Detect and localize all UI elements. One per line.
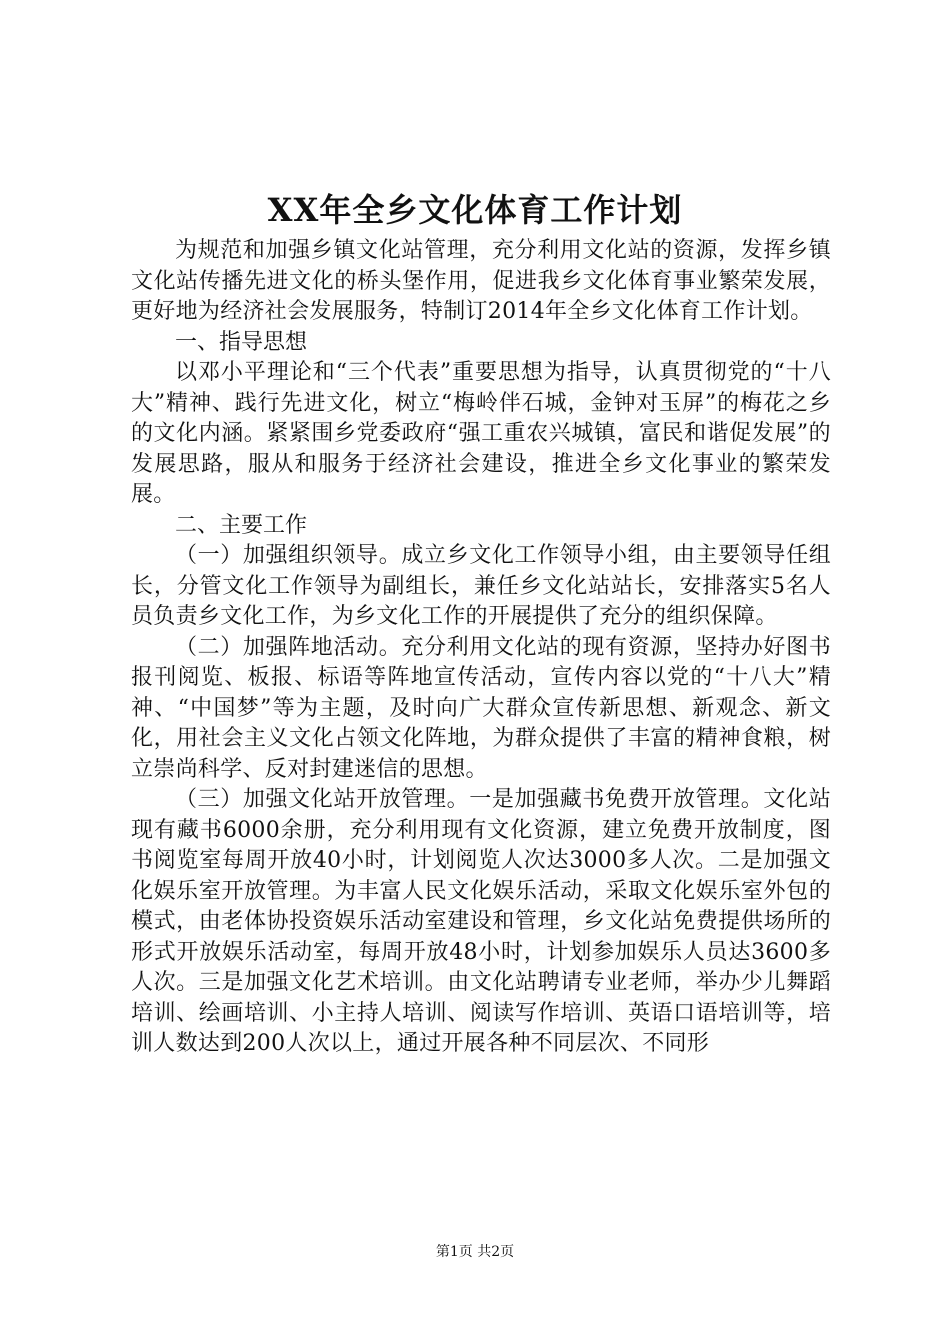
section-heading-main-work: 二、主要工作 (175, 512, 308, 538)
guiding-ideology-paragraph: 以邓小平理论和“三个代表”重要思想为指导，认真贯彻党的“十八大”精神、践行先进文化，树立“梅岭伴石城，金钟对玉屏”的梅花之乡的文化内涵。紧紧围乡党委政府“强工重农兴城镇，富民和谐促发展”的发展思路，服从和服务于经济社会建设，推进全乡文化事业的繁荣发展。 (131, 360, 831, 507)
document-body (131, 236, 831, 1060)
intro-paragraph: 为规范和加强乡镇文化站管理，充分利用文化站的资源，发挥乡镇文化站传播先进文化的桥头堡作用，促进我乡文化体育事业繁荣发展，更好地为经济社会发展服务，特制订2014年全乡文化体育工作计划。 (131, 238, 831, 324)
section-heading-guiding-ideology: 一、指导思想 (175, 329, 308, 355)
main-work-item-1: （一）加强组织领导。成立乡文化工作领导小组，由主要领导任组长，分管文化工作领导为副组长，兼任乡文化站站长，安排落实5名人员负责乡文化工作，为乡文化工作的开展提供了充分的组织保障。 (131, 543, 831, 629)
page-footer: 第1页 共2页 (435, 1244, 515, 1260)
main-work-item-3: （三）加强文化站开放管理。一是加强藏书免费开放管理。文化站现有藏书6000余册，充分利用现有文化资源，建立免费开放制度，图书阅览室每周开放40小时，计划阅览人次达3000多人次。二是加强文化娱乐室开放管理。为丰富人民文化娱乐活动，采取文化娱乐室外包的模式，由老体协投资娱乐活动室建设和管理，乡文化站免费提供场所的形式开放娱乐活动室，每周开放48小时，计划参加娱乐人员达3600多人次。三是加强文化艺术培训。由文化站聘请专业老师，举办少儿舞蹈培训、绘画培训、小主持人培训、阅读写作培训、英语口语培训等，培训人数达到200人次以上，通过开展各种不同层次、不同形 (131, 787, 831, 1056)
page-title: XX年全乡文化体育工作计划 (267, 191, 683, 229)
main-work-item-2: （二）加强阵地活动。充分利用文化站的现有资源，坚持办好图书报刊阅览、板报、标语等阵地宣传活动，宣传内容以党的“十八大”精神、“中国梦”等为主题，及时向广大群众宣传新思想、新观念、新文化，用社会主义文化占领文化阵地，为群众提供了丰富的精神食粮，树立崇尚科学、反对封建迷信的思想。 (131, 634, 831, 782)
